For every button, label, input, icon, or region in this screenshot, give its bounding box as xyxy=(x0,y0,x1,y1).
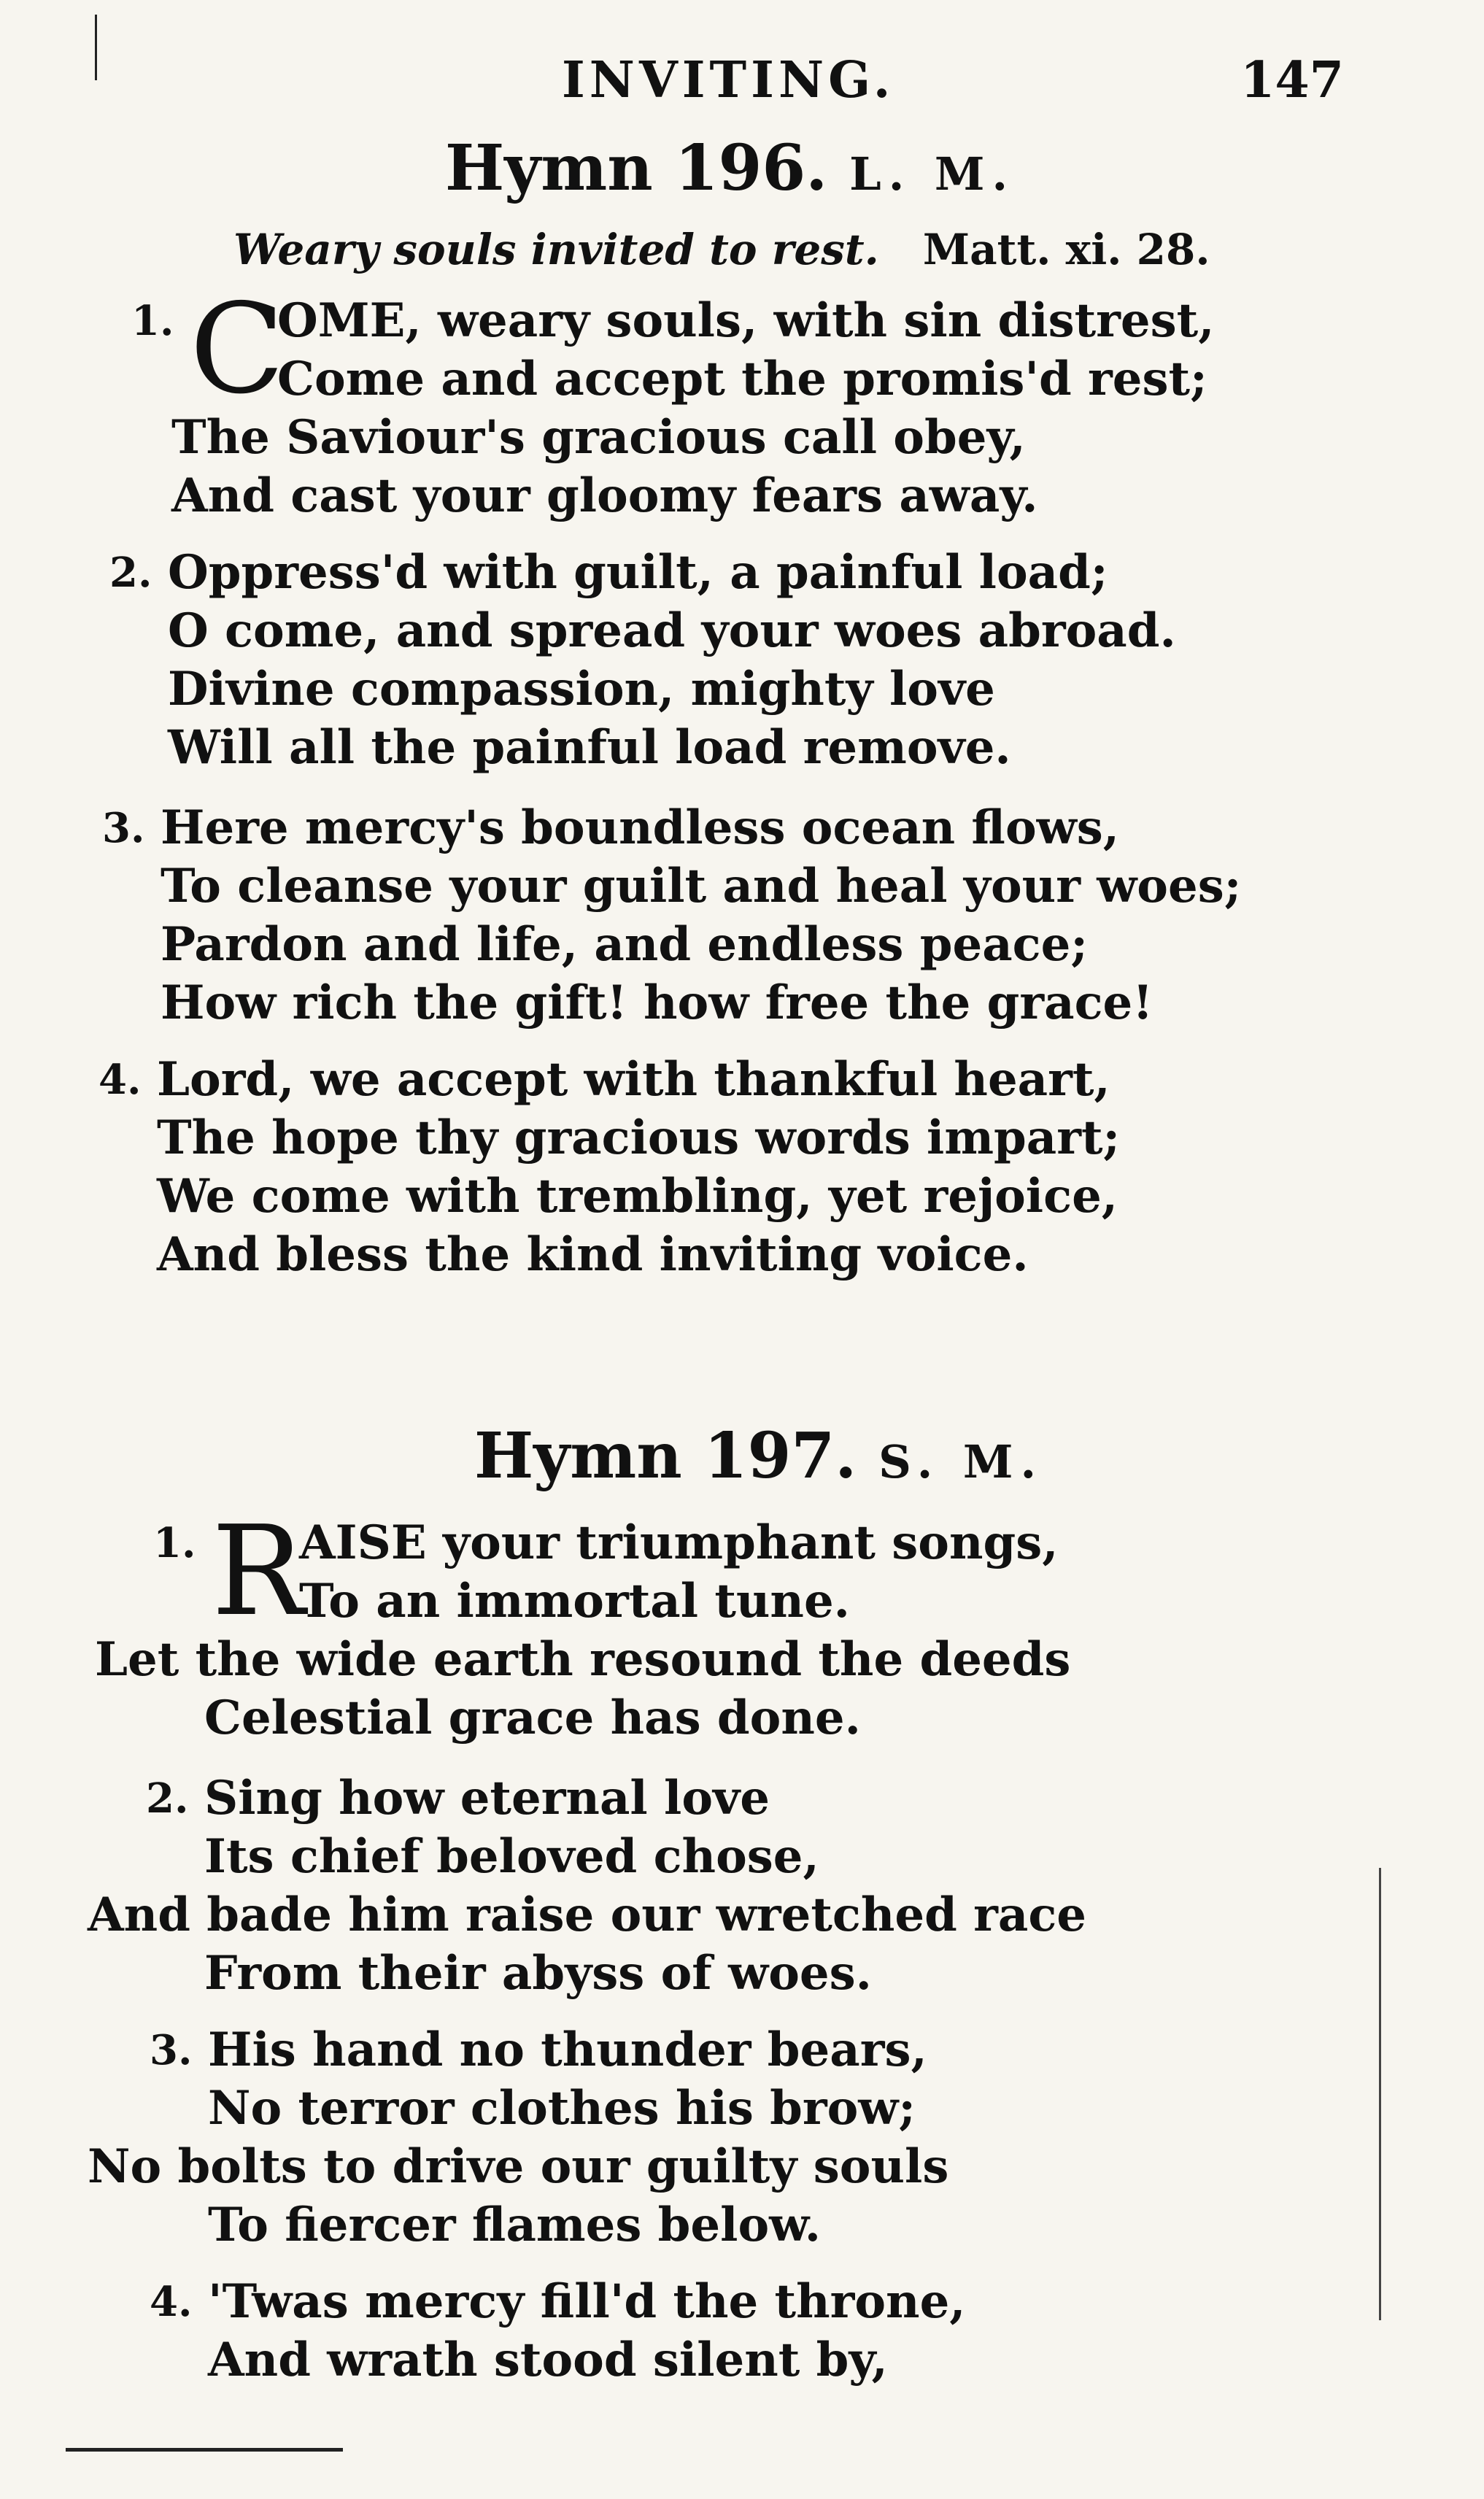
stanza-number: 1. xyxy=(153,1519,196,1567)
stanza-number: 4. xyxy=(150,2278,193,2326)
page-header xyxy=(0,51,1484,117)
hymn-196-subtitle xyxy=(233,225,1210,274)
verse-line xyxy=(150,2273,966,2331)
bottom-rule xyxy=(66,2448,343,2452)
verse-text: And bless the kind inviting voice. xyxy=(157,1227,1029,1282)
verse-text: No terror clothes his brow; xyxy=(208,2081,916,2136)
verse-line xyxy=(98,1051,1120,1109)
verse-text: 'Twas mercy fill'd the throne, xyxy=(208,2274,966,2329)
hymn-197-meter: S. M. xyxy=(878,1435,1044,1488)
verse-line xyxy=(95,1631,1070,1689)
hymn-196-stanza-4 xyxy=(98,1051,1121,1284)
verse-text: And bade him raise our wretched race xyxy=(88,1888,1086,1942)
verse-line xyxy=(208,2331,966,2390)
running-title: INVITING. xyxy=(562,51,895,109)
verse-text: The Saviour's gracious call obey, xyxy=(171,410,1026,465)
verse-line xyxy=(88,1886,1086,1944)
verse-line xyxy=(204,1944,1086,2003)
verse-text: Its chief beloved chose, xyxy=(204,1829,819,1884)
verse-line xyxy=(157,1109,1120,1167)
margin-rule xyxy=(1379,1868,1381,2320)
verse-text: Here mercy's boundless ocean flows, xyxy=(161,800,1120,855)
verse-text: His hand no thunder bears, xyxy=(208,2023,927,2077)
verse-line xyxy=(153,1514,1070,1572)
hymn-197-stanza-1 xyxy=(95,1499,1071,1747)
verse-line xyxy=(161,857,1241,916)
stanza-number: 1. xyxy=(131,297,174,345)
margin-mark xyxy=(95,15,97,80)
verse-text: From their abyss of woes. xyxy=(204,1946,872,2001)
dropcap: R xyxy=(212,1499,305,1644)
verse-text: Will all the painful load remove. xyxy=(168,720,1011,775)
stanza-number: 3. xyxy=(150,2026,193,2074)
hymn-197-heading xyxy=(474,1419,1043,1493)
hymn-196-stanza-3 xyxy=(102,799,1242,1032)
verse-line xyxy=(157,1226,1120,1284)
hymn-196-theme: Weary souls invited to rest. xyxy=(233,225,879,274)
verse-line xyxy=(204,1689,1070,1747)
verse-line xyxy=(171,467,1214,525)
hymn-196-stanza-1 xyxy=(131,277,1215,525)
verse-text: And cast your gloomy fears away. xyxy=(171,468,1038,523)
hymn-196-meter: L. M. xyxy=(849,147,1016,201)
hymn-196-stanza-2 xyxy=(109,544,1176,777)
verse-line xyxy=(109,544,1176,602)
verse-text: The hope thy gracious words impart; xyxy=(157,1111,1121,1165)
verse-line xyxy=(190,350,1214,409)
hymn-197-title: Hymn 197. xyxy=(474,1419,857,1493)
stanza-number: 2. xyxy=(146,1774,189,1823)
hymn-196-title: Hymn 196. xyxy=(445,131,828,205)
verse-line xyxy=(146,1769,1086,1828)
page-number: 147 xyxy=(1240,51,1344,109)
verse-text: And wrath stood silent by, xyxy=(208,2333,888,2387)
verse-line xyxy=(150,2021,948,2079)
verse-text: No bolts to drive our guilty souls xyxy=(88,2139,949,2194)
verse-text: Celestial grace has done. xyxy=(204,1691,861,1745)
verse-text: AISE your triumphant songs, xyxy=(299,1515,1059,1570)
hymn-196-reference: Matt. xi. 28. xyxy=(922,225,1210,274)
verse-text: To an immortal tune. xyxy=(299,1574,850,1629)
verse-line xyxy=(131,292,1215,350)
verse-text: Come and accept the promis'd rest; xyxy=(277,352,1207,406)
hymn-197-stanza-2 xyxy=(88,1769,1086,2003)
verse-line xyxy=(208,2196,948,2255)
verse-text: Pardon and life, and endless peace; xyxy=(161,917,1088,972)
verse-text: To cleanse your guilt and heal your woes; xyxy=(161,859,1242,914)
verse-line xyxy=(161,916,1241,974)
verse-line xyxy=(168,719,1176,777)
verse-line xyxy=(212,1572,1070,1631)
verse-line xyxy=(204,1828,1086,1886)
verse-text: How rich the gift! how free the grace! xyxy=(161,976,1153,1030)
verse-line xyxy=(171,409,1214,467)
hymn-197-stanza-4 xyxy=(150,2273,966,2390)
stanza-number: 2. xyxy=(109,549,152,597)
verse-line xyxy=(208,2079,948,2138)
verse-line xyxy=(102,799,1241,857)
verse-text: Sing how eternal love xyxy=(204,1771,770,1826)
hymn-196-heading xyxy=(445,131,1015,205)
verse-text: Let the wide earth resound the deeds xyxy=(95,1632,1071,1687)
hymn-197-stanza-3 xyxy=(88,2021,949,2255)
verse-text: Oppress'd with guilt, a painful load; xyxy=(168,545,1108,600)
dropcap: C xyxy=(190,277,285,422)
verse-text: We come with trembling, yet rejoice, xyxy=(157,1169,1118,1224)
verse-line xyxy=(161,974,1241,1032)
verse-line xyxy=(157,1167,1120,1226)
verse-text: Divine compassion, mighty love xyxy=(168,662,995,717)
verse-line xyxy=(88,2138,948,2196)
verse-text: O come, and spread your woes abroad. xyxy=(168,603,1176,658)
verse-text: Lord, we accept with thankful heart, xyxy=(157,1052,1110,1107)
verse-line xyxy=(168,602,1176,660)
verse-text: To fiercer flames below. xyxy=(208,2198,822,2252)
verse-text: OME, weary souls, with sin distrest, xyxy=(277,293,1215,348)
stanza-number: 4. xyxy=(98,1056,142,1104)
verse-line xyxy=(168,660,1176,719)
stanza-number: 3. xyxy=(102,804,145,852)
